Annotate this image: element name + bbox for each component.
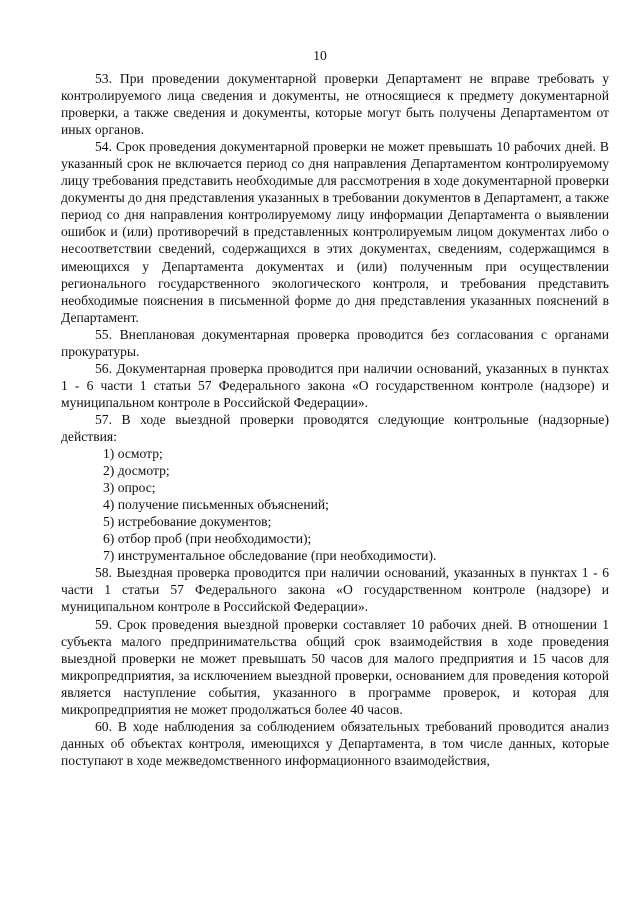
paragraph-53: 53. При проведении документарной проверки Департамент не вправе требовать у контролируемого лица сведения и документы, не относящиеся к предмету документарной проверки, а также сведения и документы, которые могут быть получены Департаментом от иных органов. (61, 71, 609, 138)
list-item: 7) инструментальное обследование (при необходимости). (103, 548, 437, 564)
list-item: 5) истребование документов; (103, 514, 272, 530)
paragraph-55: 55. Внеплановая документарная проверка проводится без согласования с органами прокуратуры. (61, 326, 609, 359)
paragraph-54: 54. Срок проведения документарной проверки не может превышать 10 рабочих дней. В указанный срок не включается период со дня направления Департаментом контролируемому лицу требования представить необходимые для рассмотрения в ходе документарной проверки документы до дня представления указанных в требовании документов в Департамент, а также период со дня направления контролируемому лицу информации Департамента о выявлении ошибок и (или) противоречий в представленных контролируемым лицом документах либо о несоответствии сведений, содержащихся в этих документах, сведениям, содержащимся в имеющихся у Департамента документах и (или) полученным при осуществлении регионального государственного экологического контроля, и требования представить необходимые пояснения в письменной форме до дня представления указанных пояснений в Департамент. (61, 139, 609, 325)
paragraph-59: 59. Срок проведения выездной проверки составляет 10 рабочих дней. В отношении 1 субъекта малого предпринимательства общий срок взаимодействия в ходе проведения выездной проверки не может превышать 50 часов для малого предприятия и 15 часов для микропредприятия, за исключением выездной проверки, основанием для проведения которой является наступление события, указанного в программе проверок, и которая для микропредприятия не может продолжаться более 40 часов. (61, 616, 609, 717)
list-item: 6) отбор проб (при необходимости); (103, 531, 312, 547)
paragraph-57: 57. В ходе выездной проверки проводятся следующие контрольные (надзорные) действия: (61, 411, 609, 444)
paragraph-58: 58. Выездная проверка проводится при наличии оснований, указанных в пунктах 1 - 6 части 1 статьи 57 Федерального закона «О государственном контроле (надзоре) и муниципальном контроле в Российской Федерации». (61, 565, 609, 615)
list-item: 2) досмотр; (103, 463, 170, 479)
list-item: 1) осмотр; (103, 446, 163, 462)
page-number: 10 (313, 48, 327, 63)
list-item: 4) получение письменных объяснений; (103, 497, 329, 513)
inspection-actions-list (61, 445, 609, 564)
paragraph-60: 60. В ходе наблюдения за соблюдением обязательных требований проводится анализ данных об объектах контроля, имеющихся у Департамента, в том числе данных, которые поступают в ходе межведомственного информационного взаимодействия, (61, 718, 609, 768)
paragraph-56: 56. Документарная проверка проводится при наличии оснований, указанных в пунктах 1 - 6 части 1 статьи 57 Федерального закона «О государственном контроле (надзоре) и муниципальном контроле в Российской Федерации». (61, 360, 609, 410)
list-item: 3) опрос; (103, 480, 156, 496)
document-body (61, 70, 609, 769)
